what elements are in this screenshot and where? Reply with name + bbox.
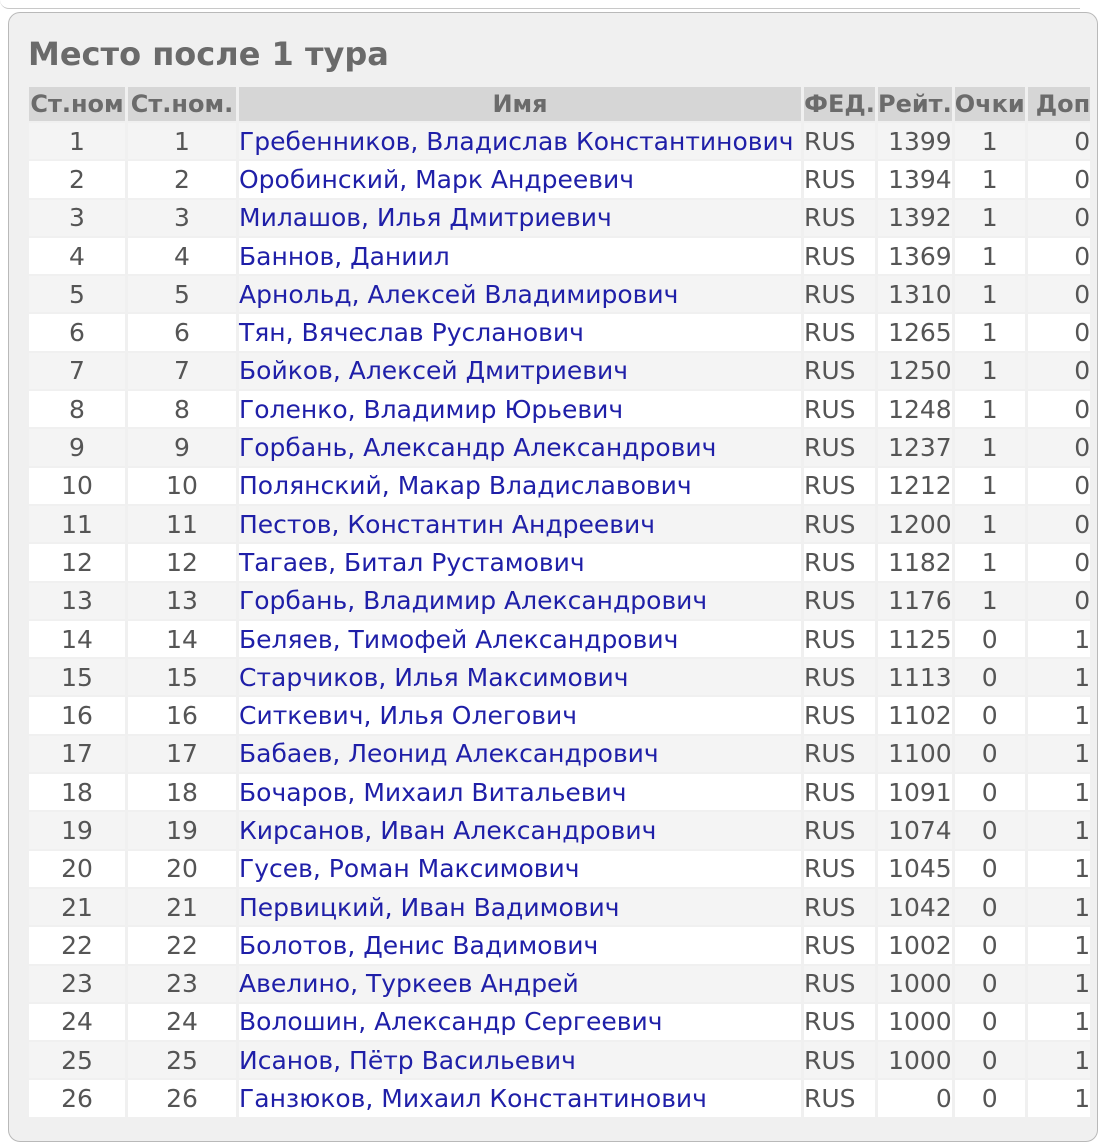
table-row	[29, 736, 1090, 772]
table-row	[29, 927, 1090, 963]
rating-cell: 1042	[878, 889, 952, 925]
rating-cell: 1369	[878, 238, 952, 274]
federation-cell: RUS	[804, 314, 875, 350]
name-cell	[239, 851, 801, 887]
player-name-link[interactable]: Баннов, Даниил	[239, 241, 450, 271]
tiebreak-cell: 0	[1028, 353, 1090, 389]
name-cell	[239, 161, 801, 197]
rank-cell: 7	[29, 353, 125, 389]
header-start-number[interactable]: Ст.ном.	[128, 87, 236, 121]
rating-cell: 1102	[878, 697, 952, 733]
start-number-cell: 19	[128, 812, 236, 848]
name-cell	[239, 966, 801, 1002]
player-name-link[interactable]: Милашов, Илья Дмитриевич	[239, 203, 612, 233]
start-number-cell: 15	[128, 659, 236, 695]
top-divider	[0, 0, 1080, 9]
rating-cell: 1100	[878, 736, 952, 772]
rank-cell: 9	[29, 429, 125, 465]
points-cell: 0	[955, 697, 1025, 733]
tiebreak-cell: 1	[1028, 659, 1090, 695]
points-cell: 1	[955, 583, 1025, 619]
name-cell	[239, 506, 801, 542]
rating-cell: 1182	[878, 544, 952, 580]
federation-cell: RUS	[804, 1042, 875, 1078]
rank-cell: 21	[29, 889, 125, 925]
start-number-cell: 10	[128, 468, 236, 504]
points-cell: 0	[955, 812, 1025, 848]
rating-cell: 1045	[878, 851, 952, 887]
start-number-cell: 5	[128, 276, 236, 312]
rank-cell: 1	[29, 123, 125, 159]
name-cell	[239, 1042, 801, 1078]
player-name-link[interactable]: Волошин, Александр Сергеевич	[239, 1007, 663, 1037]
points-cell: 0	[955, 1004, 1025, 1040]
player-name-link[interactable]: Бочаров, Михаил Витальевич	[239, 777, 627, 807]
table-row	[29, 506, 1090, 542]
name-cell	[239, 429, 801, 465]
federation-cell: RUS	[804, 659, 875, 695]
name-cell	[239, 583, 801, 619]
start-number-cell: 22	[128, 927, 236, 963]
federation-cell: RUS	[804, 1080, 875, 1116]
table-row	[29, 276, 1090, 312]
tiebreak-cell: 1	[1028, 966, 1090, 1002]
table-row	[29, 697, 1090, 733]
table-row	[29, 851, 1090, 887]
table-row	[29, 621, 1090, 657]
points-cell: 1	[955, 506, 1025, 542]
start-number-cell: 23	[128, 966, 236, 1002]
name-cell	[239, 697, 801, 733]
tiebreak-cell: 0	[1028, 314, 1090, 350]
rating-cell: 1000	[878, 1004, 952, 1040]
start-number-cell: 14	[128, 621, 236, 657]
start-number-cell: 16	[128, 697, 236, 733]
start-number-cell: 18	[128, 774, 236, 810]
table-row	[29, 353, 1090, 389]
start-number-cell: 6	[128, 314, 236, 350]
player-name-link[interactable]: Тян, Вячеслав Русланович	[239, 318, 584, 348]
name-cell	[239, 1004, 801, 1040]
rating-cell: 1399	[878, 123, 952, 159]
rank-cell: 13	[29, 583, 125, 619]
points-cell: 0	[955, 889, 1025, 925]
table-row	[29, 889, 1090, 925]
tiebreak-cell: 0	[1028, 583, 1090, 619]
federation-cell: RUS	[804, 583, 875, 619]
start-number-cell: 11	[128, 506, 236, 542]
rating-cell: 1212	[878, 468, 952, 504]
federation-cell: RUS	[804, 161, 875, 197]
start-number-cell: 26	[128, 1080, 236, 1116]
table-row	[29, 468, 1090, 504]
rank-cell: 12	[29, 544, 125, 580]
rating-cell: 1000	[878, 1042, 952, 1078]
tiebreak-cell: 0	[1028, 468, 1090, 504]
rank-cell: 26	[29, 1080, 125, 1116]
start-number-cell: 12	[128, 544, 236, 580]
points-cell: 0	[955, 1042, 1025, 1078]
points-cell: 1	[955, 161, 1025, 197]
player-name-link[interactable]: Первицкий, Иван Вадимович	[239, 892, 620, 922]
header-rank[interactable]: Ст.ном	[29, 87, 125, 121]
points-cell: 1	[955, 238, 1025, 274]
name-cell	[239, 889, 801, 925]
start-number-cell: 9	[128, 429, 236, 465]
rank-cell: 18	[29, 774, 125, 810]
rating-cell: 1074	[878, 812, 952, 848]
federation-cell: RUS	[804, 736, 875, 772]
points-cell: 0	[955, 621, 1025, 657]
table-row	[29, 966, 1090, 1002]
rating-cell: 1392	[878, 200, 952, 236]
federation-cell: RUS	[804, 851, 875, 887]
tiebreak-cell: 0	[1028, 161, 1090, 197]
federation-cell: RUS	[804, 927, 875, 963]
start-number-cell: 2	[128, 161, 236, 197]
table-row	[29, 314, 1090, 350]
player-name-link[interactable]: Голенко, Владимир Юрьевич	[239, 394, 624, 424]
tiebreak-cell: 1	[1028, 621, 1090, 657]
rank-cell: 15	[29, 659, 125, 695]
rating-cell: 1310	[878, 276, 952, 312]
rating-cell: 1394	[878, 161, 952, 197]
player-name-link[interactable]: Авелино, Туркеев Андрей	[239, 969, 579, 999]
tiebreak-cell: 0	[1028, 238, 1090, 274]
tiebreak-cell: 0	[1028, 544, 1090, 580]
name-cell	[239, 123, 801, 159]
player-name-link[interactable]: Оробинский, Марк Андреевич	[239, 164, 635, 194]
table-row	[29, 812, 1090, 848]
table-row	[29, 659, 1090, 695]
rank-cell: 17	[29, 736, 125, 772]
page-title: Место после 1 тура	[28, 35, 389, 73]
tiebreak-cell: 0	[1028, 391, 1090, 427]
standings-panel	[8, 12, 1098, 1142]
player-name-link[interactable]: Беляев, Тимофей Александрович	[239, 624, 679, 654]
tiebreak-cell: 1	[1028, 1080, 1090, 1116]
points-cell: 0	[955, 659, 1025, 695]
rank-cell: 6	[29, 314, 125, 350]
table-row	[29, 774, 1090, 810]
start-number-cell: 1	[128, 123, 236, 159]
start-number-cell: 7	[128, 353, 236, 389]
tiebreak-cell: 1	[1028, 812, 1090, 848]
rating-cell: 1248	[878, 391, 952, 427]
rank-cell: 14	[29, 621, 125, 657]
header-points[interactable]: Очки	[955, 87, 1025, 121]
player-name-link[interactable]: Ситкевич, Илья Олегович	[239, 701, 578, 731]
standings-table	[26, 85, 1093, 1119]
header-tiebreak[interactable]: Доп	[1028, 87, 1090, 121]
points-cell: 1	[955, 276, 1025, 312]
tiebreak-cell: 0	[1028, 276, 1090, 312]
rating-cell: 1125	[878, 621, 952, 657]
table-header-row	[29, 87, 1090, 121]
tiebreak-cell: 1	[1028, 774, 1090, 810]
federation-cell: RUS	[804, 200, 875, 236]
federation-cell: RUS	[804, 353, 875, 389]
points-cell: 1	[955, 429, 1025, 465]
rank-cell: 19	[29, 812, 125, 848]
table-row	[29, 391, 1090, 427]
federation-cell: RUS	[804, 966, 875, 1002]
tiebreak-cell: 0	[1028, 429, 1090, 465]
player-name-link[interactable]: Гребенников, Владислав Константинович	[239, 126, 794, 156]
federation-cell: RUS	[804, 812, 875, 848]
federation-cell: RUS	[804, 238, 875, 274]
player-name-link[interactable]: Пестов, Константин Андреевич	[239, 509, 655, 539]
federation-cell: RUS	[804, 889, 875, 925]
federation-cell: RUS	[804, 468, 875, 504]
header-federation[interactable]: ФЕД.	[804, 87, 875, 121]
points-cell: 1	[955, 468, 1025, 504]
federation-cell: RUS	[804, 544, 875, 580]
rank-cell: 10	[29, 468, 125, 504]
table-row	[29, 544, 1090, 580]
rank-cell: 23	[29, 966, 125, 1002]
points-cell: 1	[955, 353, 1025, 389]
name-cell	[239, 621, 801, 657]
table-row	[29, 583, 1090, 619]
rank-cell: 22	[29, 927, 125, 963]
player-name-link[interactable]: Горбань, Александр Александрович	[239, 433, 717, 463]
player-name-link[interactable]: Полянский, Макар Владиславович	[239, 471, 692, 501]
player-name-link[interactable]: Кирсанов, Иван Александрович	[239, 815, 657, 845]
rank-cell: 2	[29, 161, 125, 197]
points-cell: 0	[955, 851, 1025, 887]
name-cell	[239, 238, 801, 274]
name-cell	[239, 927, 801, 963]
start-number-cell: 24	[128, 1004, 236, 1040]
tiebreak-cell: 1	[1028, 1042, 1090, 1078]
tiebreak-cell: 0	[1028, 200, 1090, 236]
tiebreak-cell: 1	[1028, 736, 1090, 772]
table-row	[29, 238, 1090, 274]
name-cell	[239, 314, 801, 350]
start-number-cell: 4	[128, 238, 236, 274]
federation-cell: RUS	[804, 276, 875, 312]
points-cell: 0	[955, 966, 1025, 1002]
points-cell: 1	[955, 391, 1025, 427]
rank-cell: 24	[29, 1004, 125, 1040]
points-cell: 0	[955, 927, 1025, 963]
rank-cell: 20	[29, 851, 125, 887]
federation-cell: RUS	[804, 123, 875, 159]
rating-cell: 1091	[878, 774, 952, 810]
name-cell	[239, 391, 801, 427]
name-cell	[239, 276, 801, 312]
rank-cell: 11	[29, 506, 125, 542]
name-cell	[239, 468, 801, 504]
start-number-cell: 8	[128, 391, 236, 427]
tiebreak-cell: 1	[1028, 927, 1090, 963]
player-name-link[interactable]: Тагаев, Битал Рустамович	[239, 547, 585, 577]
name-cell	[239, 774, 801, 810]
name-cell	[239, 1080, 801, 1116]
points-cell: 1	[955, 123, 1025, 159]
federation-cell: RUS	[804, 391, 875, 427]
name-cell	[239, 736, 801, 772]
rank-cell: 4	[29, 238, 125, 274]
header-name[interactable]: Имя	[239, 87, 801, 121]
rating-cell: 0	[878, 1080, 952, 1116]
rating-cell: 1000	[878, 966, 952, 1002]
federation-cell: RUS	[804, 429, 875, 465]
start-number-cell: 25	[128, 1042, 236, 1078]
federation-cell: RUS	[804, 774, 875, 810]
player-name-link[interactable]: Бабаев, Леонид Александрович	[239, 739, 659, 769]
federation-cell: RUS	[804, 621, 875, 657]
rating-cell: 1250	[878, 353, 952, 389]
table-row	[29, 429, 1090, 465]
tiebreak-cell: 1	[1028, 1004, 1090, 1040]
player-name-link[interactable]: Горбань, Владимир Александрович	[239, 586, 708, 616]
tiebreak-cell: 1	[1028, 851, 1090, 887]
player-name-link[interactable]: Исанов, Пётр Васильевич	[239, 1045, 576, 1075]
player-name-link[interactable]: Ганзюков, Михаил Константинович	[239, 1084, 707, 1114]
table-row	[29, 1042, 1090, 1078]
rank-cell: 5	[29, 276, 125, 312]
table-row	[29, 161, 1090, 197]
header-rating[interactable]: Рейт.	[878, 87, 952, 121]
points-cell: 1	[955, 200, 1025, 236]
rank-cell: 25	[29, 1042, 125, 1078]
points-cell: 0	[955, 1080, 1025, 1116]
start-number-cell: 17	[128, 736, 236, 772]
points-cell: 0	[955, 774, 1025, 810]
player-name-link[interactable]: Арнольд, Алексей Владимирович	[239, 279, 679, 309]
start-number-cell: 13	[128, 583, 236, 619]
federation-cell: RUS	[804, 1004, 875, 1040]
rating-cell: 1176	[878, 583, 952, 619]
table-row	[29, 200, 1090, 236]
rating-cell: 1265	[878, 314, 952, 350]
player-name-link[interactable]: Старчиков, Илья Максимович	[239, 662, 629, 692]
player-name-link[interactable]: Бойков, Алексей Дмитриевич	[239, 356, 629, 386]
rating-cell: 1113	[878, 659, 952, 695]
tiebreak-cell: 0	[1028, 506, 1090, 542]
name-cell	[239, 812, 801, 848]
federation-cell: RUS	[804, 697, 875, 733]
table-row	[29, 1004, 1090, 1040]
points-cell: 1	[955, 544, 1025, 580]
name-cell	[239, 544, 801, 580]
table-row	[29, 123, 1090, 159]
name-cell	[239, 200, 801, 236]
federation-cell: RUS	[804, 506, 875, 542]
name-cell	[239, 353, 801, 389]
start-number-cell: 20	[128, 851, 236, 887]
start-number-cell: 3	[128, 200, 236, 236]
rank-cell: 3	[29, 200, 125, 236]
tiebreak-cell: 1	[1028, 697, 1090, 733]
name-cell	[239, 659, 801, 695]
rating-cell: 1002	[878, 927, 952, 963]
rating-cell: 1200	[878, 506, 952, 542]
tiebreak-cell: 0	[1028, 123, 1090, 159]
rank-cell: 8	[29, 391, 125, 427]
points-cell: 1	[955, 314, 1025, 350]
tiebreak-cell: 1	[1028, 889, 1090, 925]
table-row	[29, 1080, 1090, 1116]
player-name-link[interactable]: Болотов, Денис Вадимович	[239, 930, 599, 960]
rating-cell: 1237	[878, 429, 952, 465]
start-number-cell: 21	[128, 889, 236, 925]
points-cell: 0	[955, 736, 1025, 772]
rank-cell: 16	[29, 697, 125, 733]
player-name-link[interactable]: Гусев, Роман Максимович	[239, 854, 580, 884]
